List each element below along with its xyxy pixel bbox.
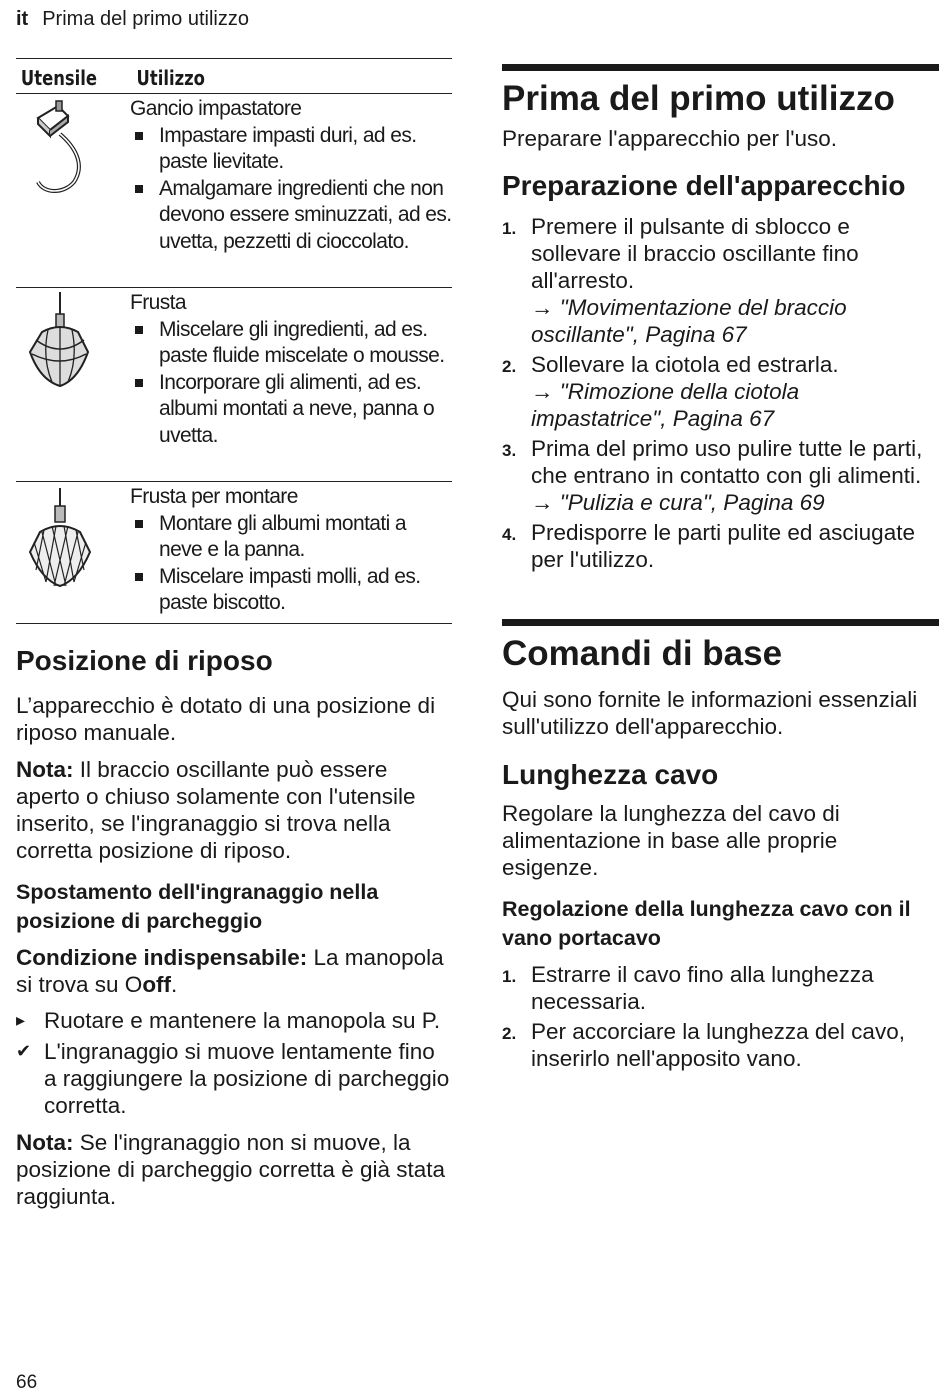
list-item: 4. Predisporre le parti pulite ed asciugate per l'utilizzo. — [502, 520, 915, 572]
prerequisite: Condizione indispensabile: La manopola si trova su Ooff. — [16, 945, 444, 997]
subsection-title: Lunghezza cavo — [502, 759, 719, 790]
list-item: Montare gli albumi montati a neve e la panna. — [130, 511, 452, 564]
header-title: Prima del primo utilizzo — [42, 8, 249, 30]
arrow-icon: → — [531, 379, 554, 404]
page-number: 66 — [16, 1372, 38, 1393]
paragraph: Preparare l'apparecchio per l'uso. — [502, 126, 838, 151]
column-header-tool: Utensile — [16, 59, 109, 94]
left-column — [16, 58, 452, 1210]
subsection-title: Preparazione dell'apparecchio — [502, 170, 906, 201]
tool-name: Gancio impastatore — [130, 97, 302, 120]
section-title: Prima del primo utilizzo — [502, 79, 895, 118]
list-item: Amalgamare ingredienti che non devono essere sminuzzati, ad es. uvetta, pezzetti di cioccolato. — [130, 176, 452, 256]
language-tag: it — [16, 8, 29, 30]
page-header — [16, 8, 249, 31]
steps-list — [502, 961, 939, 1072]
list-item: Miscelare gli ingredienti, ad es. paste fluide miscelate o mousse. — [130, 317, 452, 370]
list-item: Incorporare gli alimenti, ad es. albumi montati a neve, panna o uvetta. — [130, 370, 452, 450]
action-step: ▸ Ruotare e mantenere la manopola su P. — [16, 1008, 441, 1033]
table-row — [16, 94, 452, 288]
table-row — [16, 482, 452, 624]
rest-position-section — [16, 644, 452, 1210]
arrow-icon: → — [531, 295, 554, 320]
list-item: Impastare impasti duri, ad es. paste lievitate. — [130, 123, 452, 176]
cross-reference: → "Movimentazione del braccio oscillante", Pagina 67 — [531, 295, 847, 347]
list-item: Miscelare impasti molli, ad es. paste biscotto. — [130, 564, 452, 617]
right-column — [502, 64, 939, 1072]
table-row — [16, 288, 452, 482]
steps-list — [502, 213, 939, 573]
section-title: Posizione di riposo — [16, 645, 273, 676]
dough-hook-icon — [16, 94, 116, 204]
section-divider — [502, 619, 939, 626]
result-step: ✔ L'ingranaggio si muove lentamente fino a raggiungere la posizione di parcheggio corretta. — [16, 1039, 450, 1118]
list-item: 1. Estrarre il cavo fino alla lunghezza necessaria. — [502, 962, 874, 1014]
paragraph: Qui sono fornite le informazioni essenziali sull'utilizzo dell'apparecchio. — [502, 687, 918, 739]
list-item: 3. Prima del primo uso pulire tutte le parti, che entrano in contatto con gli alimenti. → "Pulizia e cura", Pagina 69 — [502, 435, 939, 516]
tools-table — [16, 58, 452, 624]
section-title: Comandi di base — [502, 634, 783, 673]
list-item: 1. Premere il pulsante di sblocco e sollevare il braccio oscillante fino all'arresto. → "Movimentazione del braccio oscillante", Pagina 67 — [502, 213, 939, 348]
cross-reference: → "Pulizia e cura", Pagina 69 — [531, 490, 825, 515]
list-item: 2. Sollevare la ciotola ed estrarla. → "Rimozione della ciotola impastatrice", Pagina 67 — [502, 351, 939, 432]
subsection-title: Spostamento dell'ingranaggio nella posizione di parcheggio — [16, 880, 379, 933]
column-header-use: Utilizzo — [130, 59, 394, 94]
note: Nota: Il braccio oscillante può essere aperto o chiuso solamente con l'utensile inserito, se l'ingranaggio si trova nella corretta posizione di riposo. — [16, 757, 416, 863]
paragraph: L’apparecchio è dotato di una posizione di riposo manuale. — [16, 693, 436, 745]
whisk-icon — [16, 288, 116, 398]
arrow-icon: → — [531, 490, 554, 515]
tool-name: Frusta per montare — [130, 485, 298, 508]
check-icon: ✔ — [16, 1041, 32, 1061]
note: Nota: Se l'ingranaggio non si muove, la posizione di parcheggio corretta è già stata raggiunta. — [16, 1130, 446, 1209]
triangle-icon: ▸ — [16, 1010, 26, 1030]
paragraph: Regolare la lunghezza del cavo di alimentazione in base alle proprie esigenze. — [502, 801, 840, 880]
cross-reference: → "Rimozione della ciotola impastatrice", Pagina 67 — [531, 379, 800, 431]
section-divider — [502, 64, 939, 71]
beater-whisk-icon — [16, 482, 116, 592]
list-item: 2. Per accorciare la lunghezza del cavo, inserirlo nell'apposito vano. — [502, 1019, 905, 1071]
tool-name: Frusta — [130, 291, 186, 314]
subsection-title: Regolazione della lunghezza cavo con il vano portacavo — [502, 897, 911, 950]
